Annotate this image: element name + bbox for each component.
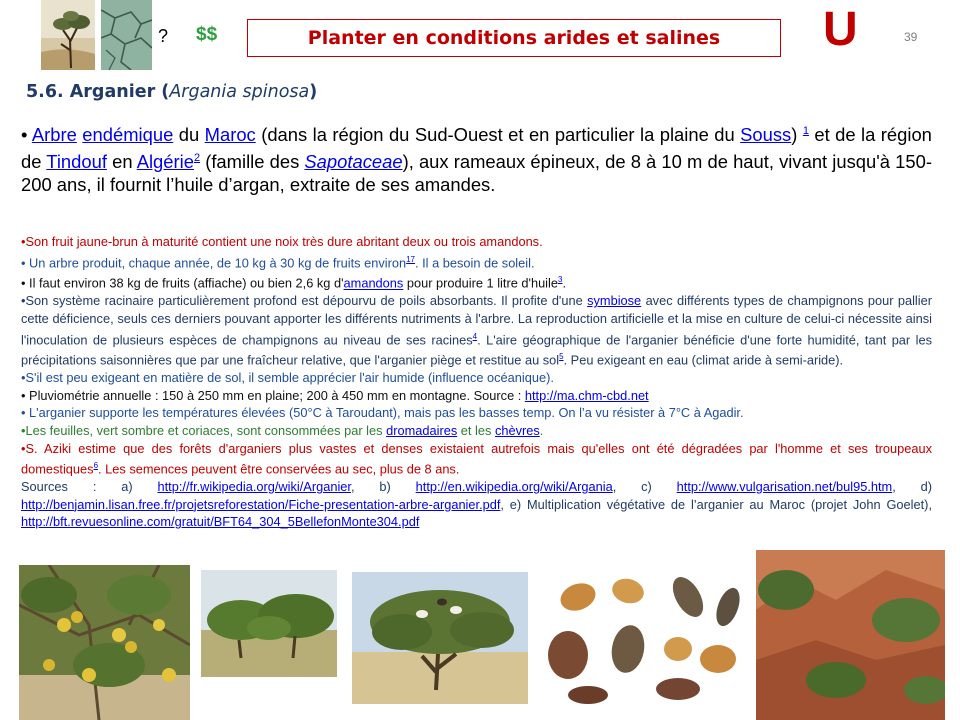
link-chevres[interactable]: chèvres <box>494 423 540 438</box>
detail-text: , c) <box>612 479 677 495</box>
detail-text: Sources : a) <box>21 479 158 495</box>
detail-text: . Peu exigeant en eau (climat aride à semi-aride). <box>563 352 844 368</box>
cost-indicator: $$ <box>196 24 218 45</box>
section-latin-name: Argania spinosa <box>169 82 310 102</box>
detail-text: et les <box>457 423 495 438</box>
footnote-5[interactable]: 5 <box>559 352 564 362</box>
detail-text: , b) <box>350 479 416 495</box>
detail-text: •Les feuilles, vert sombre et coriaces, sont consommées par les <box>21 423 387 438</box>
link-dromadaires[interactable]: dromadaires <box>386 423 458 438</box>
intro-text: (dans la région du Sud-Ouest et en particulier la plaine du <box>261 124 735 146</box>
detail-yield <box>21 251 932 272</box>
intro-text: (famille des <box>205 151 300 173</box>
footnote-3[interactable]: 3 <box>558 275 563 285</box>
argan-landscape-photo <box>756 550 945 720</box>
section-number: 5.6. Arganier ( <box>26 82 170 102</box>
detail-text: . <box>562 275 567 291</box>
detail-leaves <box>21 422 932 440</box>
link-source-c[interactable]: http://www.vulgarisation.net/bul95.htm <box>676 479 893 495</box>
detail-text: , d) <box>892 479 933 495</box>
detail-text: . L'aire géographique de l'arganier bénéficie d'une forte humidité, tant par les précipitations saisonnières que par une fraîcheur relative, que l'arganier piège et restitue au sol <box>21 331 932 368</box>
detail-text: , e) Multiplication végétative de l’arganier au Maroc (projet John Goelet), <box>500 496 932 512</box>
argan-fruit-branch-photo <box>19 565 190 720</box>
intro-paragraph <box>21 120 932 197</box>
intro-text: en <box>112 151 133 173</box>
detail-oil <box>21 271 932 292</box>
detail-sources <box>21 478 932 531</box>
footnote-17[interactable]: 17 <box>406 254 415 264</box>
grade-letter: U <box>823 3 858 56</box>
header-question-mark: ? <box>158 26 169 46</box>
detail-text: • Il faut environ 38 kg de fruits (affiache) ou bien 2,6 kg d' <box>21 275 344 291</box>
detail-text: avec différents types de champignons pour pallier cette déficience, seuls ces derniers pouvant apporter les différents nutriments à l'arbre. La reproduction artificielle et la mise en culture de celui-ci nécessite ainsi l'inoculation de plusieurs espèces de champignons au niveau de ses racines <box>21 293 932 347</box>
cracked-soil-thumbnail <box>101 0 152 70</box>
detail-roots <box>21 292 932 369</box>
detail-soil: •S'il est peu exigeant en matière de sol, il semble apprécier l'air humide (influence océanique). <box>21 370 554 386</box>
link-maroc[interactable]: Maroc <box>204 124 256 146</box>
link-arbre[interactable]: Arbre <box>31 124 77 146</box>
detail-text: . Les semences peuvent être conservées au sec, plus de 8 ans. <box>98 461 460 477</box>
link-souss[interactable]: Souss <box>740 124 792 146</box>
arid-tree-thumbnail <box>41 0 95 70</box>
page-number: 39 <box>904 30 918 44</box>
detail-text: • Pluviométrie annuelle : 150 à 250 mm en plaine; 200 à 450 mm en montagne. Source : <box>21 387 525 403</box>
detail-rainfall <box>21 387 932 405</box>
detail-text: . <box>539 423 544 438</box>
detail-text: •Son système racinaire particulièrement profond est dépourvu de poils absorbants. Il profite d'une <box>21 293 588 309</box>
link-source-e[interactable]: http://bft.revuesonline.com/gratuit/BFT64_304_5BellefonMonte304.pdf <box>21 514 420 530</box>
intro-text: et de la région de <box>21 124 932 173</box>
link-endemique[interactable]: endémique <box>82 124 174 146</box>
detail-temperature: • L'arganier supporte les températures élevées (50°C à Taroudant), mais pas les basses temp. On l’a vu résister à 7°C à Agadir. <box>21 405 744 421</box>
argan-trees-field-photo <box>201 570 337 677</box>
argan-nuts-photo <box>538 567 747 704</box>
link-algerie[interactable]: Algérie <box>136 151 194 173</box>
detail-forests <box>21 440 932 478</box>
detail-text: pour produire 1 litre d'huile <box>403 275 558 291</box>
footnote-6[interactable]: 6 <box>93 461 99 471</box>
detail-text: •S. Aziki estime que des forêts d'arganiers plus vastes et denses existaient autrefois mais qu'elles ont été dégradées par l'homme et ses troupeaux domestiques <box>21 440 932 477</box>
link-amandons[interactable]: amandons <box>343 275 404 291</box>
footnote-2[interactable]: 2 <box>193 151 201 164</box>
link-tindouf[interactable]: Tindouf <box>46 151 107 173</box>
footnote-1[interactable]: 1 <box>802 125 809 137</box>
intro-text: ), aux rameaux épineux, de 8 à 10 m de haut, vivant jusqu'à 150-200 ans, il fournit l’huile d’argan, extraite de ses amandes. <box>21 151 932 195</box>
slide-title: Planter en conditions arides et salines <box>247 19 781 57</box>
link-source-b[interactable]: http://en.wikipedia.org/wiki/Argania <box>415 479 613 495</box>
footnote-4[interactable]: 4 <box>472 331 478 341</box>
section-close: ) <box>309 82 318 102</box>
goats-in-argan-tree-photo <box>352 572 528 704</box>
link-chm-cbd[interactable]: http://ma.chm-cbd.net <box>524 387 649 403</box>
details-block <box>21 233 932 531</box>
link-sapotaceae[interactable]: Sapotaceae <box>304 151 403 173</box>
link-source-d[interactable]: http://benjamin.lisan.free.fr/projetsreforestation/Fiche-presentation-arbre-arganier.pdf <box>21 496 501 512</box>
bullet: • <box>21 124 28 146</box>
intro-text: ) <box>791 124 798 146</box>
intro-text: du <box>178 124 200 146</box>
link-symbiose[interactable]: symbiose <box>587 293 642 309</box>
detail-text: . Il a besoin de soleil. <box>415 254 535 270</box>
detail-fruit: •Son fruit jaune-brun à maturité contient une noix très dure abritant deux ou trois amandons. <box>21 234 543 249</box>
detail-text: • Un arbre produit, chaque année, de 10 kg à 30 kg de fruits environ <box>21 254 407 270</box>
link-source-a[interactable]: http://fr.wikipedia.org/wiki/Arganier <box>157 479 351 495</box>
section-heading <box>26 82 317 102</box>
